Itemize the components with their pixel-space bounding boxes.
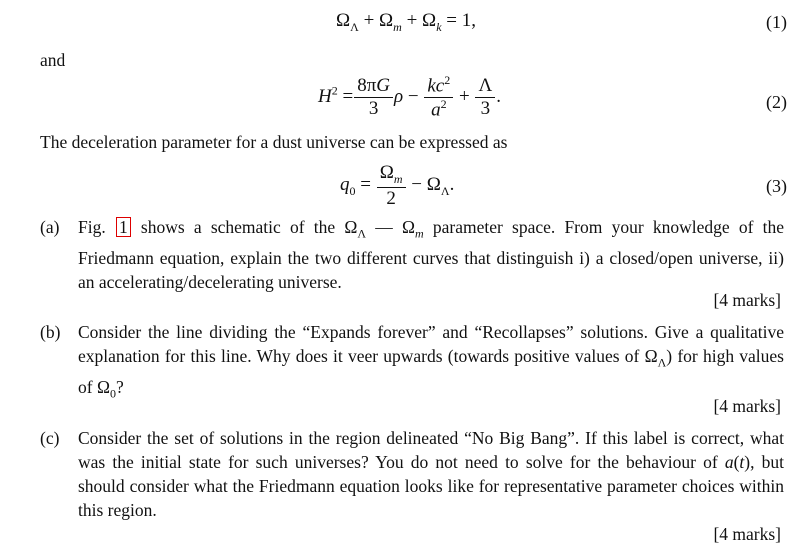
equation-2-number: (2) xyxy=(766,92,787,112)
equation-3-number: (3) xyxy=(766,176,787,196)
question-item-a xyxy=(40,215,784,294)
question-item-c xyxy=(40,426,784,522)
item-c-text: Consider the set of solutions in the region delineated “No Big Bang”. If this label is correct, what was the initial state for such universes? You do not need to solve for the behaviour of a(t), but should consider what the Friedmann equation looks like for representative parameter choices within this region. xyxy=(78,428,784,520)
item-a-text: Fig. 1 shows a schematic of the $\Omega_\Lambda$ — $\Omega_m$ parameter space. From your knowledge of the Friedmann equation, explain the two different curves that distinguish i) a closed/open universe, ii) an accelerating/decelerating universe. xyxy=(78,217,784,292)
eq2-f3-den: 3 xyxy=(480,98,491,120)
equation-2: $H^2$ = $\frac{8\pi G}{3}$ ρ − $\frac{kc^2}{a^2}$ + $\frac{\Lambda}{3}$ . xyxy=(318,73,501,121)
item-b-text: Consider the line dividing the “Expands forever” and “Recollapses” solutions. Give a qualitative explanation for this line. Why does it veer upwards (towards positive values of $\Omega_\Lambda$) for high values of $\Omega_0$? xyxy=(78,322,784,400)
eq3-f-den: 2 xyxy=(386,187,396,209)
item-c-label: (c) xyxy=(40,428,60,448)
item-c-marks: [4 marks] xyxy=(713,524,781,544)
equation-3: $q_0$ = $\frac{\Omega_m}{2}$ − $\Omega_\Lambda$. xyxy=(340,162,455,209)
eq2-f1-den: 3 xyxy=(368,98,379,120)
item-b-marks: [4 marks] xyxy=(713,396,781,416)
eq2-f3-num: Λ xyxy=(475,75,495,98)
item-b-label: (b) xyxy=(40,322,61,342)
item-a-marks: [4 marks] xyxy=(713,290,781,310)
item-a-label: (a) xyxy=(40,217,60,237)
deceleration-sentence: The deceleration parameter for a dust universe can be expressed as xyxy=(40,132,508,152)
eq2-f1-num: 8πG xyxy=(357,75,391,97)
and-word: and xyxy=(40,50,66,70)
question-item-b xyxy=(40,320,784,405)
figure-1-link[interactable]: 1 xyxy=(116,217,131,237)
equation-1: $\Omega_\Lambda + \Omega_m + \Omega_k = 1$, xyxy=(336,10,476,34)
equation-1-number: (1) xyxy=(766,12,787,32)
